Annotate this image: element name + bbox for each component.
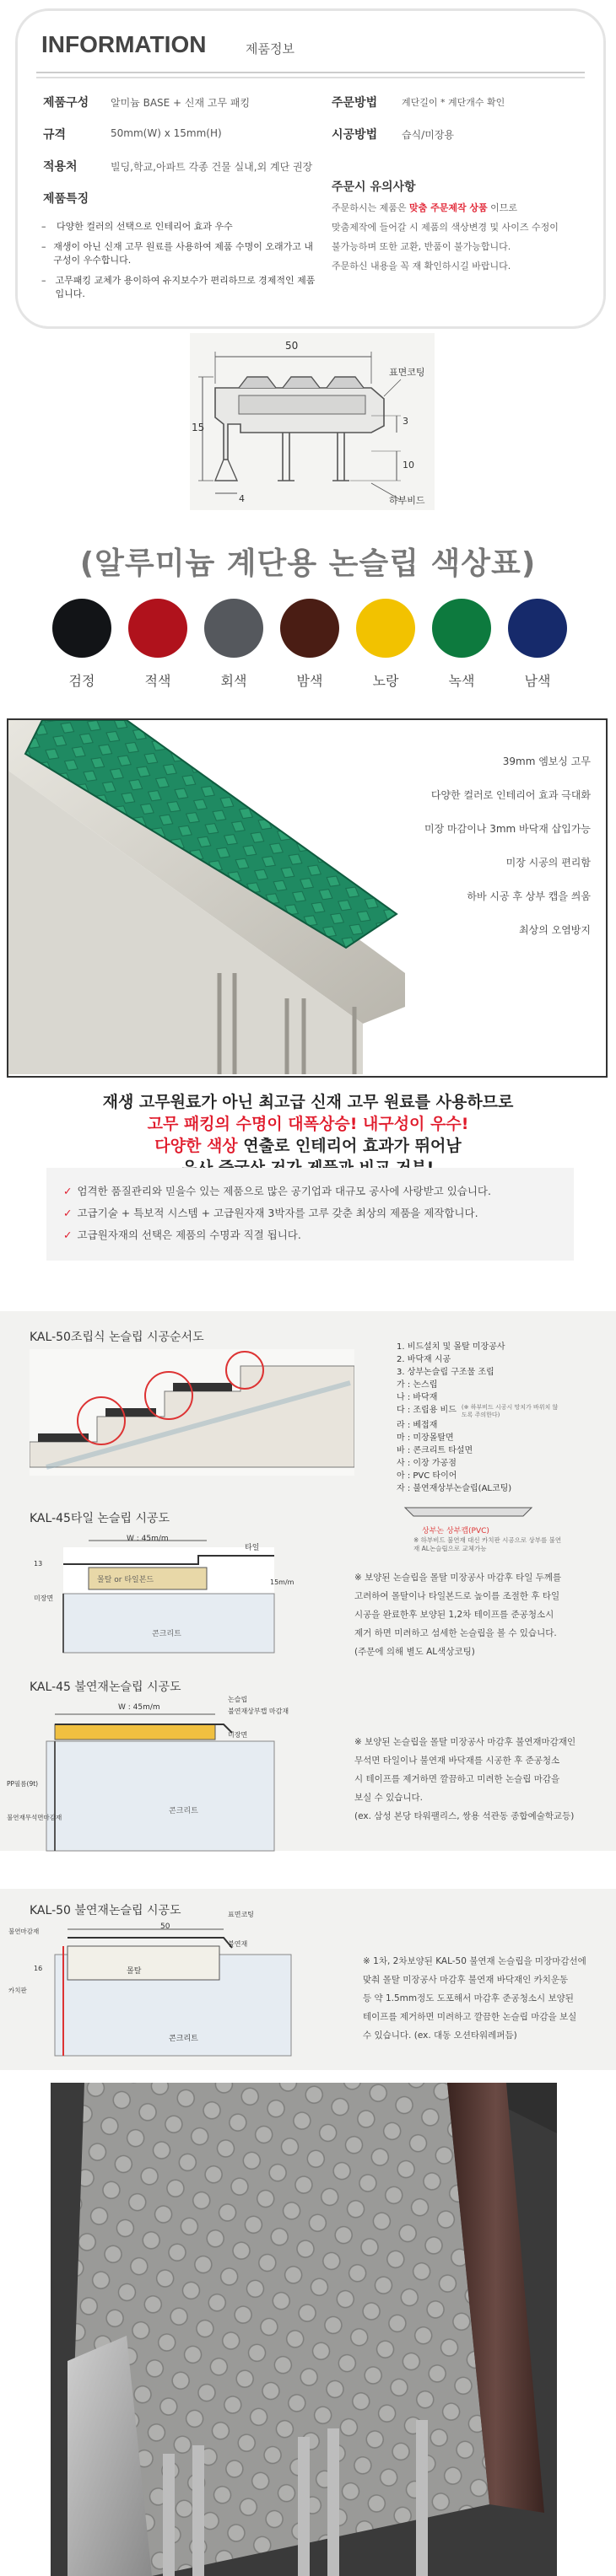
swatch-red	[128, 599, 187, 658]
spec-value-composition: 알미늄 BASE + 신재 고무 패킹	[111, 97, 251, 109]
info-title: INFORMATION	[41, 31, 207, 57]
feature-item: – 재생이 아닌 신재 고무 원료를 사용하여 제품 수명이 오래가고 내구성이 우수합니다.	[41, 241, 313, 266]
kal50-label: 16	[34, 1965, 43, 1972]
nf-label: 불연재상부캡 마감재	[228, 1707, 289, 1715]
nonflammable-drawing	[30, 1699, 308, 1855]
kal50-label: 불연재	[228, 1940, 248, 1948]
dim-foot: 4	[239, 493, 245, 504]
feature-text: 최상의 오염방지	[519, 924, 591, 936]
section-title: KAL-45 불연재논슬립 시공도	[30, 1681, 181, 1694]
feature-item: – 고무패킹 교체가 용이하여 유지보수가 편리하므로 경제적인 제품입니다.	[41, 275, 316, 299]
cap-label: 상부논 상부캡(PVC)	[422, 1527, 489, 1535]
swatch-yellow	[356, 599, 415, 658]
promo-line: 재생 고무원료가 아닌 최고급 신재 고무 원료를 사용하므로	[102, 1093, 514, 1111]
swatch-gray	[204, 599, 263, 658]
feature-text: 다양한 컬러로 인테리어 효과 극대화	[430, 789, 591, 801]
section-title: KAL-50 불연재논슬립 시공도	[30, 1904, 181, 1917]
swatch-black	[52, 599, 111, 658]
profile-drawing	[190, 333, 435, 510]
assembly-steps: 1. 비드설치 및 몰탈 미장공사 2. 바닥재 시공 3. 상부논슬립 구조물 조립 가 : 논스립 나 : 바닥재 다 : 조립용 비드 (※ 하부비드 시공시 망치가 바위치 않도록 주의한다) 라 : 베접재 마 : 미장몰탈면 바 : 콘크리트 타설면 사 : 이장 가공점 아 : PVC 타이어 자 : 불연재상부논슬립(AL코팅)	[397, 1342, 559, 1493]
tile-label: 타일	[245, 1544, 260, 1552]
info-subtitle: 제품정보	[246, 41, 294, 56]
feature-text: 미장 시공의 편리함	[505, 857, 591, 869]
nf-label: 불연재무석면마감재	[7, 1814, 62, 1821]
check-item: ✓ 엄격한 품질관리와 믿을수 있는 제품으로 많은 공기업과 대규모 공사에 사랑받고 있습니다.	[63, 1185, 491, 1197]
tile-label: 콘크리트	[152, 1630, 181, 1638]
swatch-label: 남색	[524, 673, 551, 689]
tile-desc: ※ 보양된 논슬립을 몰탈 미장공사 마감후 타일 두께를 고려하여 몰탈이나 타일본드로 높이를 조절한 후 타일 시공을 완료한후 보양된 1,2차 테이프를 준공청소시 제거 하면 미려하고 섬세한 논슬립을 볼 수 있습니다. (주문에 의해 별도 AL색상코팅)	[354, 1573, 562, 1657]
spec-label-size: 규격	[43, 128, 67, 142]
spec-value-application: 빌딩,학교,아파트 각종 건물 실내,외 계단 권장	[111, 161, 313, 173]
tile-label: 13	[34, 1560, 43, 1568]
spec-label-order: 주문방법	[332, 96, 378, 110]
feature-list	[41, 220, 320, 301]
swatch-brown	[280, 599, 339, 658]
nf-label: PP필름(9t)	[7, 1780, 39, 1788]
dim-thickness: 3	[403, 416, 408, 427]
quality-checklist	[46, 1168, 574, 1261]
feature-item: – 다양한 컬러의 선택으로 인테리어 효과 우수	[41, 221, 233, 232]
kal50-width: 50	[160, 1923, 170, 1931]
swatch-label: 적색	[144, 673, 171, 689]
feature-text: 하바 시공 후 상부 캡을 씌움	[467, 890, 591, 902]
spec-label-application: 적용처	[43, 160, 78, 174]
nf-label: 미장면	[228, 1731, 248, 1739]
profile-diagram	[190, 333, 435, 510]
product-photo	[8, 720, 413, 1074]
surface-label: 표면코팅	[389, 367, 425, 378]
spec-value-order: 계단길이 * 계단개수 확인	[402, 97, 505, 108]
cap-note: ※ 하부비드 불연재 대신 카치판 시공으로 상부를 불연재 AL논슬립으로 교체가능	[413, 1536, 562, 1552]
feature-text: 39mm 엠보싱 고무	[502, 756, 591, 767]
dim-height: 15	[192, 422, 205, 433]
feature-text: 미장 마감이나 3mm 바닥재 삽입가능	[424, 823, 591, 835]
nf-label: 콘크리트	[169, 1807, 198, 1815]
kal50-label: 불연마감재	[8, 1928, 40, 1935]
information-card	[15, 8, 606, 329]
cap-drawing	[397, 1499, 540, 1525]
swatch-label: 회색	[220, 673, 247, 689]
swatch-label: 밤색	[296, 673, 323, 689]
kal50-desc: ※ 1차, 2차보양된 KAL-50 불연재 논슬립을 미장마감선에 맞춰 몰탈 미장공사 마감후 불연재 바닥재인 카치운동 등 약 1.5mm정도 도포해서 마감후 준공청소시 보양된 테이프를 제거하면 미려하고 깔끔한 논슬립 마감을 보실 수 있습니다. (ex. 대동 오션타워레퍼듬)	[363, 1956, 586, 2041]
kal50-label: 표면코팅	[228, 1911, 254, 1918]
color-chart-title: (알루미늄 계단용 논슬립 색상표)	[79, 546, 537, 581]
kal50-label: 카치판	[8, 1987, 27, 1994]
product-feature-box	[7, 718, 608, 1078]
warning-text: 주문하시는 제품은 맞춤 주문제작 상품 이므로 맞춤제작에 들어갈 시 제품의 색상변경 및 사이즈 수정이 불가능하며 또한 교환, 반품이 불가능합니다. 주문하신 내용을 꼭 재 확인하시길 바랍니다.	[332, 202, 559, 272]
swatch-label: 녹색	[448, 673, 475, 689]
dim-width: 50	[285, 340, 299, 352]
swatch-label: 노랑	[372, 673, 399, 689]
nf-label: 논슬립	[228, 1696, 248, 1703]
spec-value-method: 습식/미장용	[402, 129, 455, 141]
spec-label-features: 제품특징	[43, 192, 89, 206]
dim-leg: 10	[403, 460, 414, 471]
section-title: KAL-50조립식 논슬립 시공순서도	[30, 1331, 204, 1344]
nf-desc: ※ 보양된 논슬립을 몰탈 미장공사 마감후 불연재마감재인 무석면 타일이나 불연재 바닥재를 시공한 후 준공청소 시 테이프를 제거하면 깔끔하고 미려한 논슬립 마감을 보실 수 있습니다. (ex. 삼성 본당 타워팰리스, 쌍용 석관동 종합예술학교등)	[354, 1737, 576, 1821]
spec-label-composition: 제품구성	[43, 96, 89, 110]
tile-label: 미장면	[34, 1595, 54, 1602]
swatch-navy	[508, 599, 567, 658]
swatch-green	[432, 599, 491, 658]
check-item: ✓ 고급원자재의 선택은 제품의 수명과 직결 됩니다.	[63, 1229, 301, 1241]
spec-label-method: 시공방법	[332, 128, 378, 142]
tile-label: 몰탈 or 타일본드	[97, 1576, 154, 1584]
check-item: ✓ 고급기술 + 특보적 시스템 + 고급원자재 3박자를 고루 갖춘 최상의 제품을 제작합니다.	[63, 1207, 478, 1219]
swatch-label: 검정	[68, 673, 95, 689]
divider	[36, 77, 585, 78]
kal50-label: 콘크리트	[169, 2035, 198, 2043]
bottom-bead-label: 하부비드	[389, 495, 425, 506]
promo-line: 다양한 색상 연출로 인테리어 효과가 뛰어남	[154, 1137, 462, 1155]
divider	[36, 72, 585, 73]
spec-value-size: 50mm(W) x 15mm(H)	[111, 127, 222, 139]
warning-title: 주문시 유의사항	[332, 180, 416, 194]
assembly-diagram	[30, 1349, 354, 1476]
section-title: KAL-45타일 논슬립 시공도	[30, 1512, 170, 1525]
nf-width: W : 45m/m	[118, 1703, 160, 1712]
tile-width: W : 45m/m	[127, 1535, 169, 1543]
bottom-product-photo	[51, 2083, 557, 2576]
tile-label: 15m/m	[270, 1578, 294, 1586]
kal50-label: 몰탈	[127, 1967, 142, 1976]
promo-line: 고무 패킹의 수명이 대폭상승! 내구성이 우수!	[147, 1115, 469, 1133]
